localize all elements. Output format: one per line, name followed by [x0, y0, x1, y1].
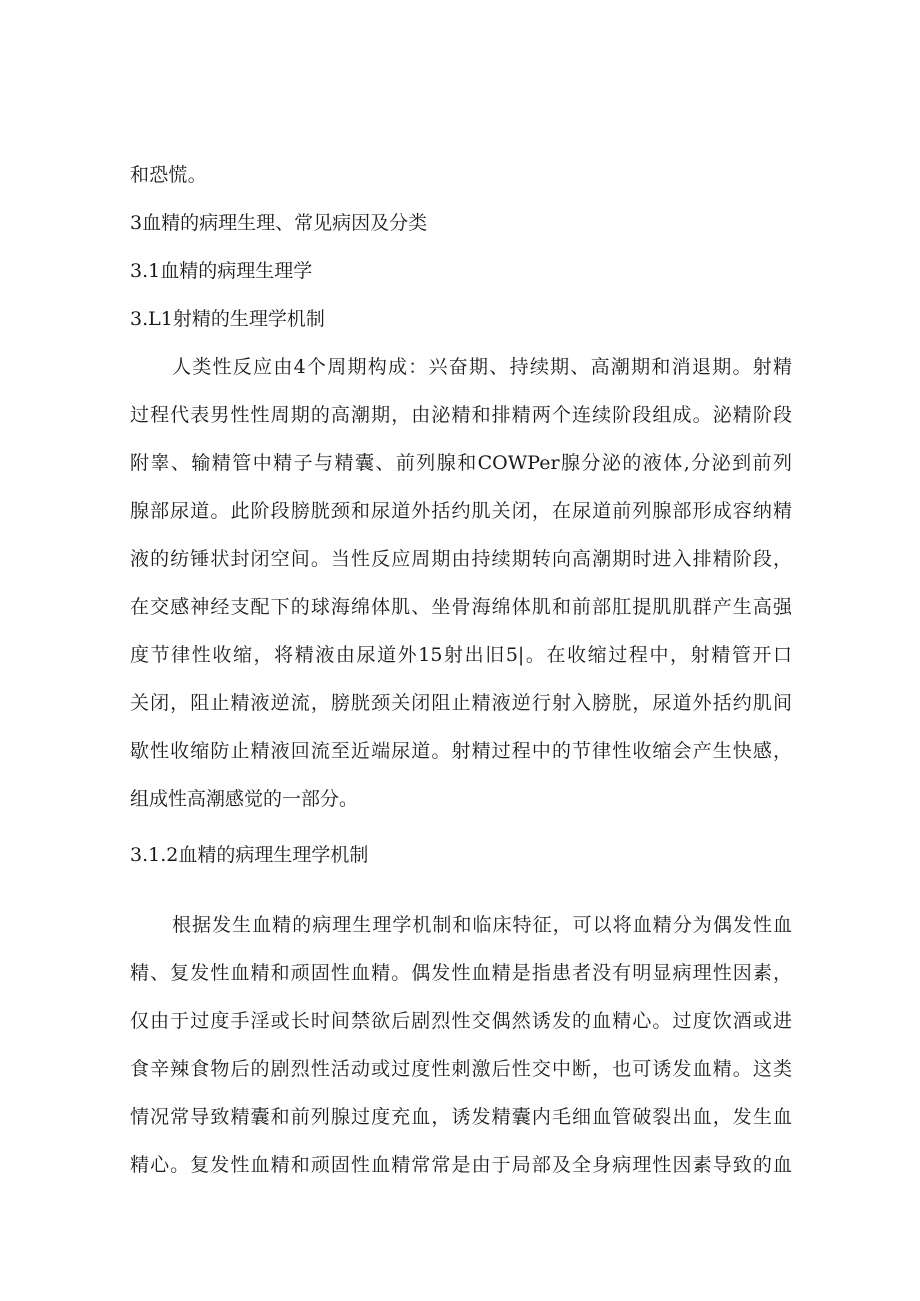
section-3-1-heading: 3.1血精的病理生理学: [130, 260, 313, 282]
paragraph-line: 根据发生血精的病理生理学机制和临床特征，可以将血精分为偶发性血: [172, 914, 792, 936]
paragraph-line: 腺部尿道。此阶段膀胱颈和尿道外括约肌关闭，在尿道前列腺部形成容纳精: [130, 500, 792, 522]
paragraph-line: 仅由于过度手淫或长时间禁欲后剧烈性交偶然诱发的血精心。过度饮酒或进: [130, 1010, 792, 1032]
paragraph-line: 过程代表男性性周期的高潮期，由泌精和排精两个连续阶段组成。泌精阶段: [130, 404, 792, 426]
section-3-heading: 3血精的病理生理、常见病因及分类: [130, 212, 428, 234]
paragraph-line: 歇性收缩防止精液回流至近端尿道。射精过程中的节律性收缩会产生快感，: [130, 740, 792, 762]
paragraph-line: 精心。复发性血精和顽固性血精常常是由于局部及全身病理性因素导致的血: [130, 1154, 792, 1176]
section-3-1-1-heading: 3.L1射精的生理学机制: [130, 308, 325, 330]
paragraph-line: 附睾、输精管中精子与精囊、前列腺和COWPer腺分泌的液体,分泌到前列: [130, 452, 792, 474]
paragraph-line: 度节律性收缩，将精液由尿道外15射出旧5|。在收缩过程中，射精管开口: [130, 644, 792, 666]
paragraph-line: 人类性反应由4个周期构成：兴奋期、持续期、高潮期和消退期。射精: [172, 356, 792, 378]
paragraph-line: 情况常导致精囊和前列腺过度充血，诱发精囊内毛细血管破裂出血，发生血: [130, 1106, 792, 1128]
paragraph-line: 组成性高潮感觉的一部分。: [130, 788, 359, 810]
paragraph-line: 关闭，阻止精液逆流，膀胱颈关闭阻止精液逆行射入膀胱，尿道外括约肌间: [130, 692, 792, 714]
paragraph-line: 在交感神经支配下的球海绵体肌、坐骨海绵体肌和前部肛提肌肌群产生高强: [130, 596, 792, 618]
paragraph-line: 液的纺锤状封闭空间。当性反应周期由持续期转向高潮期时进入排精阶段，: [130, 548, 792, 570]
paragraph-line: 食辛辣食物后的剧烈性活动或过度性刺激后性交中断，也可诱发血精。这类: [130, 1058, 792, 1080]
paragraph-line: 精、复发性血精和顽固性血精。偶发性血精是指患者没有明显病理性因素，: [130, 962, 792, 984]
section-3-1-2-heading: 3.1.2血精的病理生理学机制: [130, 844, 369, 866]
carryover-text-line: 和恐慌。: [130, 164, 207, 186]
